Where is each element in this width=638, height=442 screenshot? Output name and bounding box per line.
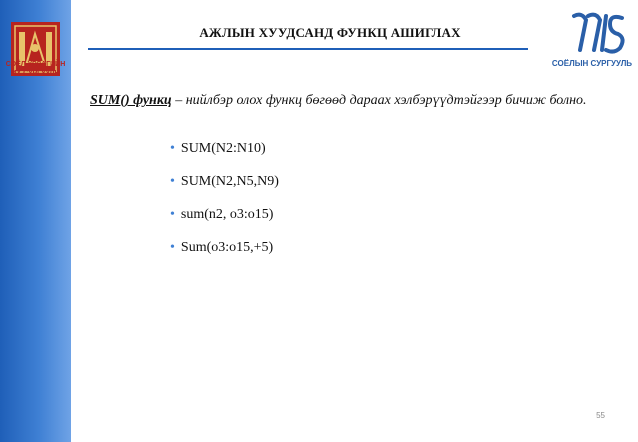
intro-description: – нийлбэр олох функц бөгөөд дараах хэлбэрүүдтэйгээр бичиж болно. <box>171 93 587 108</box>
list-item <box>170 204 279 237</box>
list-item-text: sum(n2, o3:o15) <box>180 207 274 222</box>
bullet-dot-icon: • <box>170 240 175 255</box>
bullet-dot-icon: • <box>170 174 175 189</box>
function-keyword: SUM() функц <box>90 93 172 108</box>
soyol-school-logo-icon <box>568 10 628 56</box>
slide-title: АЖЛЫН ХУУДСАНД ФУНКЦ АШИГЛАХ <box>199 25 461 40</box>
list-item-text: Sum(o3:o15,+5) <box>180 240 274 255</box>
left-logo-caption <box>0 60 71 78</box>
syntax-example-list <box>170 138 279 270</box>
left-logo-line2: ИХ СУРГУУЛЬ <box>11 70 60 77</box>
list-item-text: SUM(N2:N10) <box>180 141 266 156</box>
left-logo-line1: СОЁЛ УРЛАГИЙН <box>5 61 66 68</box>
bullet-dot-icon: • <box>170 141 175 156</box>
intro-paragraph <box>90 90 590 112</box>
list-item <box>170 138 279 171</box>
list-item-text: SUM(N2,N5,N9) <box>180 174 279 189</box>
list-item <box>170 237 279 270</box>
bullet-dot-icon: • <box>170 207 175 222</box>
list-item <box>170 171 279 204</box>
page-number: 55 <box>596 411 605 420</box>
right-logo-caption: СОЁЛЫН СУРГУУЛЬ <box>551 59 633 68</box>
title-underline-divider <box>88 48 528 50</box>
